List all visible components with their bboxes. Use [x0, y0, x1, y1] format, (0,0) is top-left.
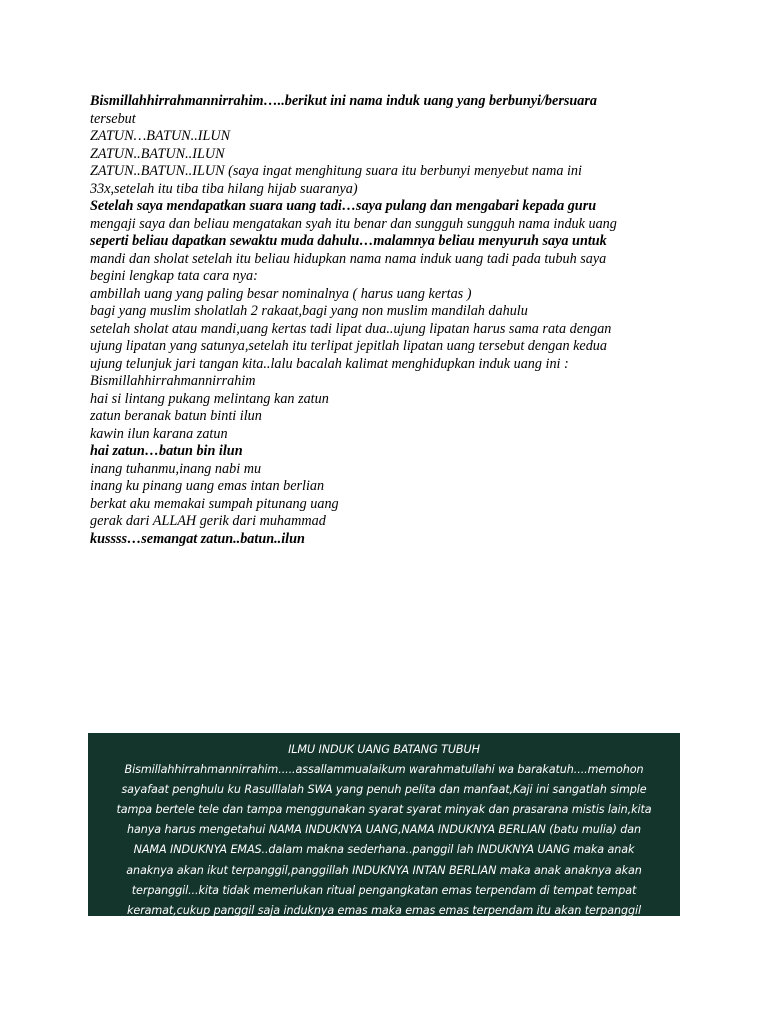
document-line: setelah sholat atau mandi,uang kertas tadi lipat dua..ujung lipatan harus sama rata dengan [90, 320, 612, 337]
document-line: begini lengkap tata cara nya: [90, 268, 258, 284]
box-line: anaknya akan ikut terpanggil,panggillah INDUKNYA INTAN BERLIAN maka anak anaknya akan [126, 863, 642, 877]
document-line: Bismillahhirrahmannirrahim…..berikut ini nama induk uang yang berbunyi/bersuara [90, 93, 597, 109]
box-line: hanya harus mengetahui NAMA INDUKNYA UANG,NAMA INDUKNYA BERLIAN (batu mulia) dan [127, 823, 641, 837]
document-line: ujung telunjuk jari tangan kita..lalu bacalah kalimat menghidupkan induk uang ini : [90, 355, 569, 372]
box-line: tampa bertele tele dan tampa menggunakan syarat syarat minyak dan prasarana mistis lain,kita [116, 803, 652, 817]
document-line: inang tuhanmu,inang nabi mu [90, 460, 262, 477]
box-line: NAMA INDUKNYA EMAS..dalam makna sederhana..panggil lah INDUKNYA UANG maka anak [133, 843, 635, 857]
box-line: Bismillahhirrahmannirrahim.....assallammualaikum warahmatullahi wa barakatuh....memohon [124, 763, 644, 777]
document-line: ZATUN…BATUN..ILUN [90, 128, 231, 144]
document-line: gerak dari ALLAH gerik dari muhammad [90, 513, 326, 529]
document-line: mandi dan sholat setelah itu beliau hidupkan nama nama induk uang tadi pada tubuh saya [90, 250, 607, 267]
document-line: hai zatun…batun bin ilun [90, 443, 243, 459]
document-line: seperti beliau dapatkan sewaktu muda dahulu…malamnya beliau menyuruh saya untuk [90, 233, 607, 249]
box-line: sayafaat penghulu ku Rasulllalah SWA yang penuh pelita dan manfaat,Kaji ini sangatlah simple [121, 783, 647, 797]
document-line: tersebut [90, 110, 136, 127]
document-line: zatun beranak batun binti ilun [90, 408, 262, 424]
document-line: 33x,setelah itu tiba tiba hilang hijab suaranya) [90, 180, 358, 197]
document-text [90, 93, 680, 548]
document-line: ujung lipatan yang satunya,setelah itu terlipat jepitlah lipatan uang tersebut dengan kedua [90, 338, 607, 354]
document-line: inang ku pinang uang emas intan berlian [90, 478, 325, 494]
document-line: kawin ilun karana zatun [90, 425, 228, 442]
document-line: mengaji saya dan beliau mengatakan syah itu benar dan sungguh sungguh nama induk uang [90, 215, 617, 232]
document-line: Setelah saya mendapatkan suara uang tadi…saya pulang dan mengabari kepada guru [90, 198, 597, 214]
box-line: terpanggil...kita tidak memerlukan ritual pengangkatan emas terpendam di tempat tempat [131, 883, 637, 897]
document-line: hai si lintang pukang melintang kan zatun [90, 390, 329, 407]
document-line: Bismillahhirrahmannirrahim [90, 373, 256, 389]
highlight-box [88, 733, 680, 916]
document-line: kussss…semangat zatun..batun..ilun [90, 530, 305, 547]
document-line: ZATUN..BATUN..ILUN (saya ingat menghitung suara itu berbunyi menyebut nama ini [90, 163, 582, 179]
document-line: berkat aku memakai sumpah pitunang uang [90, 495, 339, 512]
box-title: ILMU INDUK UANG BATANG TUBUH [288, 743, 480, 756]
document-line: bagi yang muslim sholatlah 2 rakaat,bagi yang non muslim mandilah dahulu [90, 303, 528, 319]
box-line: keramat,cukup panggil saja induknya emas maka emas emas terpendam itu akan terpanggil [126, 903, 642, 917]
document-line: ambillah uang yang paling besar nominalnya ( harus uang kertas ) [90, 285, 472, 302]
document-line: ZATUN..BATUN..ILUN [90, 145, 225, 162]
